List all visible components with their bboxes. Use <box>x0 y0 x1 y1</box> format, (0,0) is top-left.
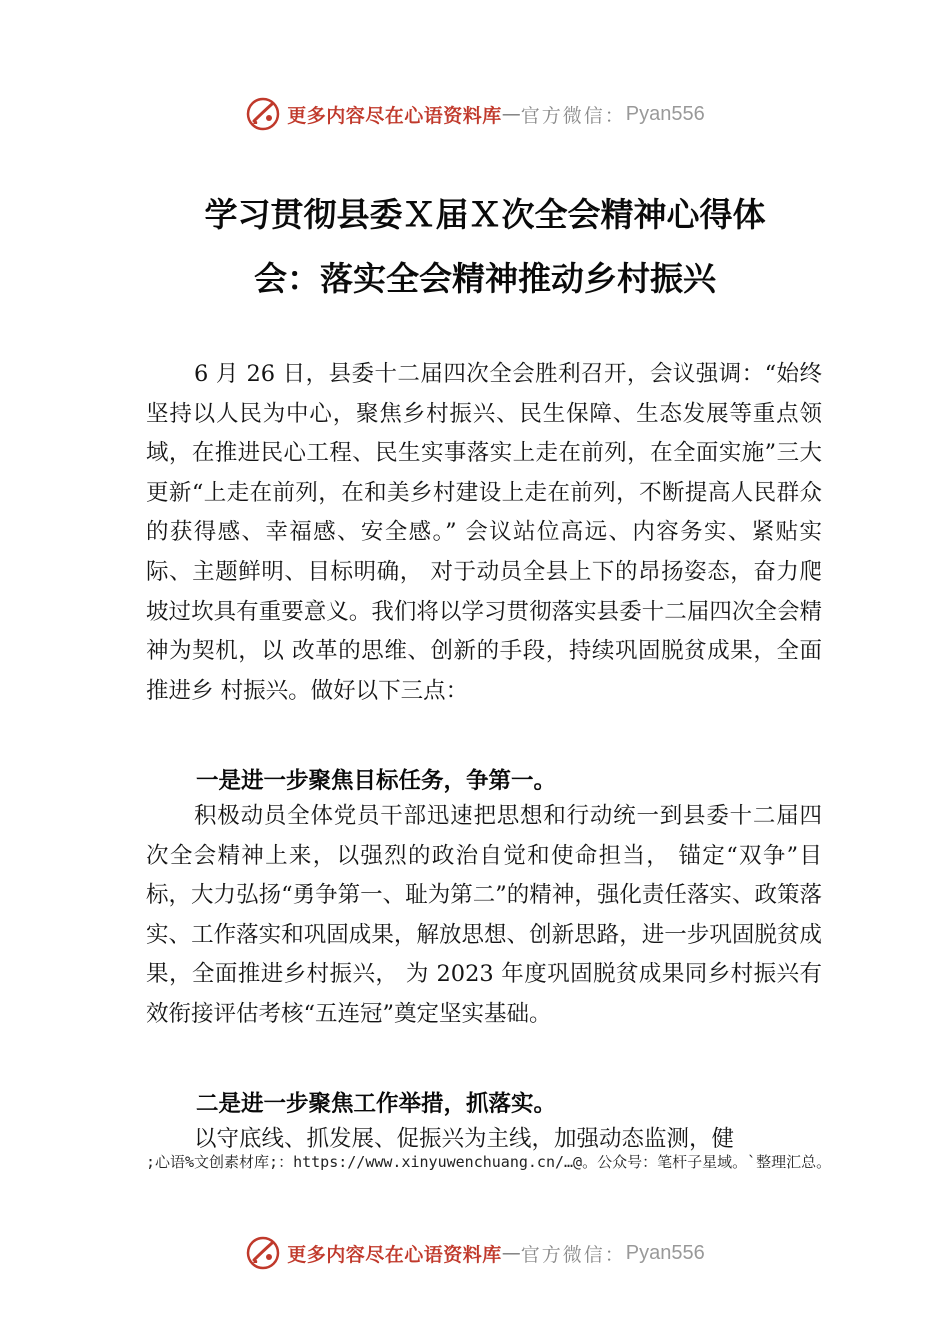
title-line-2: 会：落实全会精神推动乡村振兴 <box>254 259 716 298</box>
footer-banner <box>0 1233 950 1273</box>
banner-site-text: 更多内容尽在心语资料库 <box>287 1243 502 1266</box>
banner-wechat-label: 官方微信： <box>520 1243 626 1266</box>
banner-separator: — <box>501 103 521 125</box>
banner-wechat-id: Pyan556 <box>625 1241 705 1264</box>
section-paragraph-2: 以守底线、抓发展、促振兴为主线，加强动态监测，健 <box>194 1126 735 1152</box>
intro-paragraph: 6 月 26 日，县委十二届四次全会胜利召开，会议强调：“始终坚持以人民为中心，聚焦乡村振兴、民生保障、生态发展等重点领域，在推进民心工程、民生实事落实上走在前列，在全面实施”三大更新“上走在前列，在和美乡村建设上走在前列，不断提高人民群众的获得感、幸福感、安全感。” 会议站位高远、内容务实、紧贴实际、主题鲜明、目标明确， 对于动员全县上下的昂扬姿态，奋力爬坡过坎具有重要意义。我们将以学习贯彻落实县委十二届四次全会精神为契机，以 改革的思维、创新的手段，持续巩固脱贫成果，全面推进乡 村振兴。做好以下三点： <box>146 361 822 704</box>
brush-logo-icon <box>245 96 281 132</box>
section-heading-1: 一是进一步聚焦目标任务，争第一。 <box>196 768 557 794</box>
title-line-1: 学习贯彻县委Ｘ届Ｘ次全会精神心得体 <box>204 195 766 234</box>
banner-wechat-label: 官方微信： <box>520 104 626 127</box>
header-banner <box>0 94 950 134</box>
document-title <box>150 183 820 311</box>
section-heading-2: 二是进一步聚焦工作举措，抓落实。 <box>196 1091 557 1117</box>
brush-logo-icon <box>245 1235 281 1271</box>
banner-wechat-id: Pyan556 <box>625 102 705 125</box>
banner-site-text: 更多内容尽在心语资料库 <box>287 104 502 127</box>
section-paragraph-1: 积极动员全体党员干部迅速把思想和行动统一到县委十二届四次全会精神上来，以强烈的政治自觉和使命担当， 锚定“双争”目标，大力弘扬“勇争第一、耻为第二”的精神，强化责任落实、政策落实、工作落实和巩固成果，解放思想、创新思路，进一步巩固脱贫成果，全面推进乡村振兴， 为 2023 年度巩固脱贫成果同乡村振兴有效衔接评估考核“五连冠”奠定坚实基础。 <box>146 803 822 1027</box>
footnote-source: ;心语%文创素材库;：https://www.xinyuwenchuang.cn/…@。公众号：笔杆子星域。`整理汇总。 <box>146 1153 832 1171</box>
banner-separator: — <box>501 1242 521 1264</box>
